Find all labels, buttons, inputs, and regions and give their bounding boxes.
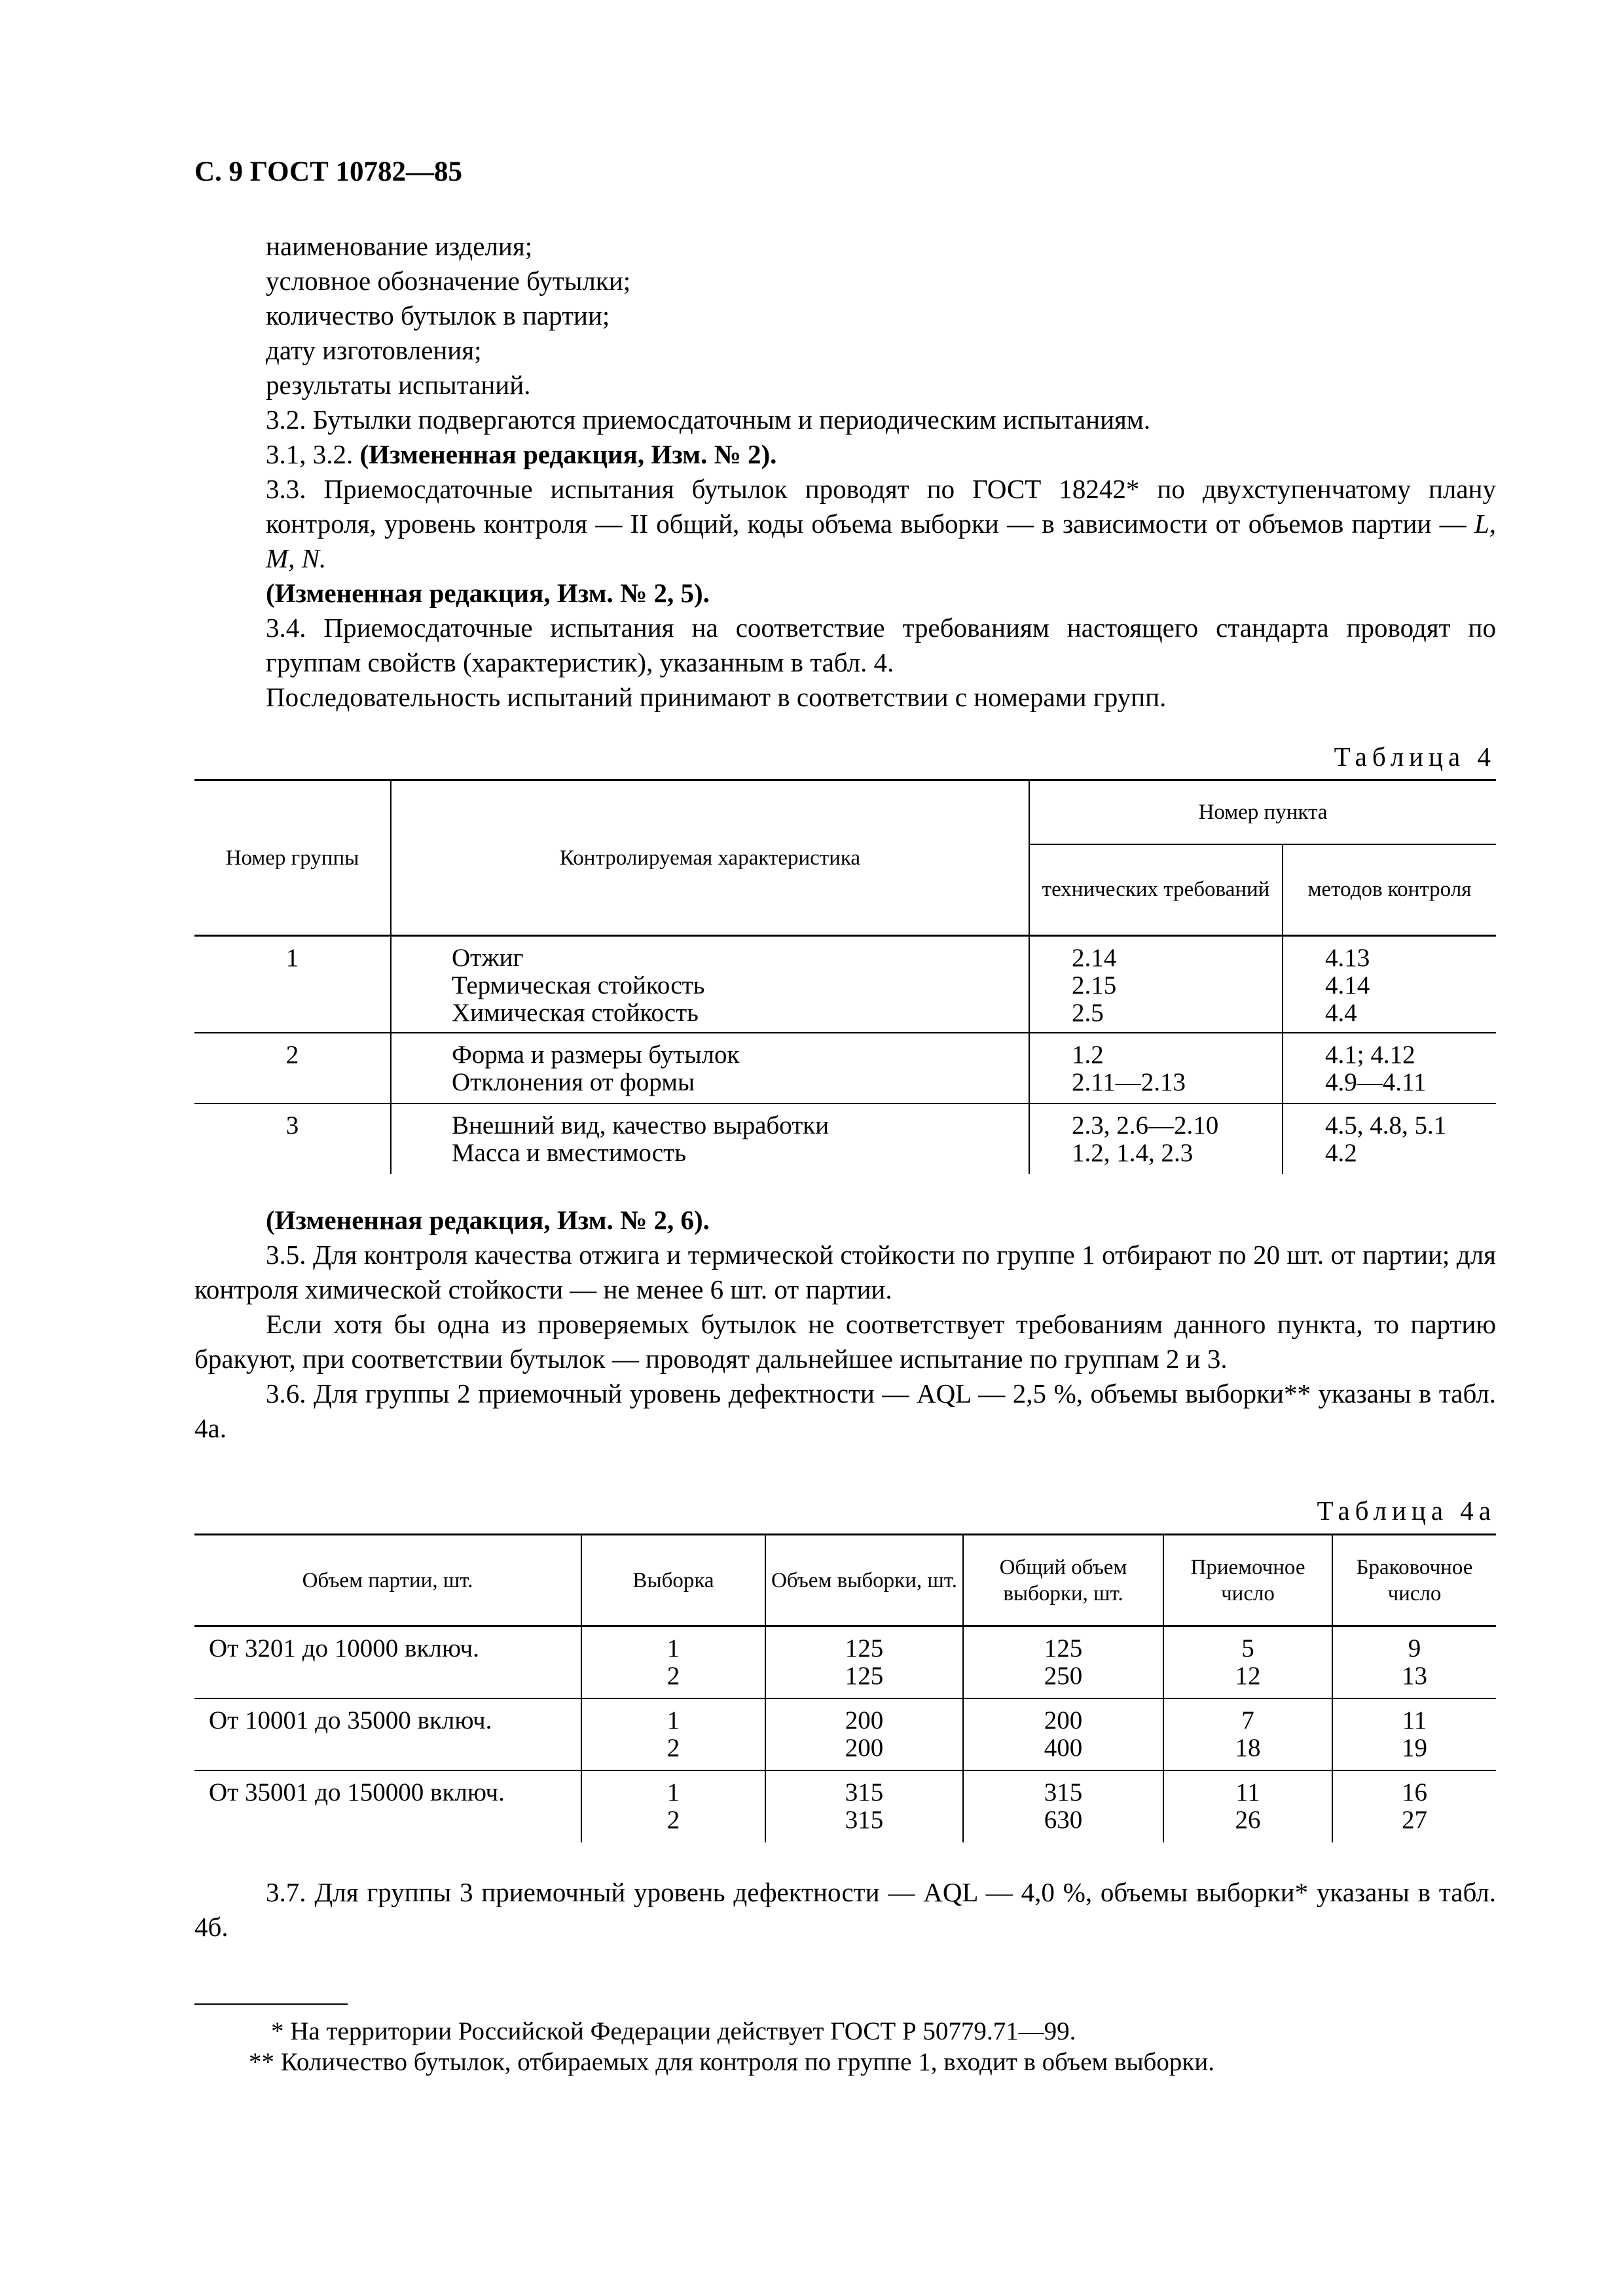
cell-reject: 16 27 [1332,1770,1496,1842]
cell-characteristic: Форма и размеры бутылок Отклонения от формы [391,1033,1029,1103]
cell-total: 125 250 [963,1626,1163,1698]
cell-tech: 2.14 2.15 2.5 [1029,936,1283,1033]
cell-group: 3 [285,1111,299,1139]
cell-group: 2 [194,1033,391,1103]
col-header-accept: Приемочное число [1163,1535,1332,1626]
cell-sample: 1 2 [581,1698,765,1770]
page-header: С. 9 ГОСТ 10782—85 [194,156,463,187]
paragraph-3-7: 3.7. Для группы 3 приемочный уровень дефектности — AQL — 4,0 %, объемы выборки* указаны в табл. 4б. [194,1877,1496,1942]
list-item: количество бутылок в партии; [266,300,610,331]
cell-size: 200 200 [765,1698,963,1770]
table-row [194,1626,1496,1698]
table-4 [194,779,1496,1174]
table-row [194,1103,1496,1174]
col-header-group: Номер группы [194,780,391,936]
cell-lot: От 35001 до 150000 включ. [209,1778,505,1806]
edit-note: (Измененная редакция, Изм. № 2, 6). [266,1205,710,1235]
footnote-divider [194,2003,348,2005]
table-4-caption: Таблица 4 [1334,742,1496,772]
cell-methods: 4.1; 4.12 4.9—4.11 [1283,1033,1496,1103]
cell-sample: 1 2 [581,1770,765,1842]
col-header-size: Объем выборки, шт. [765,1535,963,1626]
cell-tech: 2.3, 2.6—2.10 1.2, 1.4, 2.3 [1029,1103,1283,1174]
table-4a-caption: Таблица 4а [1317,1496,1496,1526]
text-block-1 [194,229,1496,715]
note-prefix: 3.1, 3.2. [266,439,360,469]
list-item: результаты испытаний. [266,370,531,400]
paragraph-3-2: 3.2. Бутылки подвергаются приемосдаточным и периодическим испытаниям. [266,404,1151,435]
edit-note: (Измененная редакция, Изм. № 2). [359,439,777,469]
paragraph-if: Если хотя бы одна из проверяемых бутылок не соответствует требованиям данного пункта, то партию бракуют, при соответствии бутылок — проводят дальнейшее испытание по группам 2 и 3. [194,1309,1496,1374]
col-header-clause: Номер пункта [1029,780,1496,844]
paragraph-3-3-text: 3.3. Приемосдаточные испытания бутылок проводят по ГОСТ 18242* по двухступенчатому плану контроля, уровень контроля — II общий, коды объема выборки — в зависимости от объемов партии — [266,474,1496,539]
cell-size: 315 315 [765,1770,963,1842]
cell-lot: От 10001 до 35000 включ. [194,1698,581,1770]
cell-methods: 4.5, 4.8, 5.1 4.2 [1283,1103,1496,1174]
cell-tech: 1.2 2.11—2.13 [1029,1033,1283,1103]
cell-accept: 5 12 [1163,1626,1332,1698]
paragraph-3-3 [194,472,1496,576]
col-header-total: Общий объем выборки, шт. [963,1535,1163,1626]
footnotes [249,2016,1214,2077]
table-row [194,936,1496,1033]
list-item: дату изготовления; [266,335,482,365]
cell-characteristic: Внешний вид, качество выработки Масса и вместимость [391,1103,1029,1174]
table-row [194,1698,1496,1770]
edit-note: (Измененная редакция, Изм. № 2, 5). [266,578,710,608]
cell-characteristic: Отжиг Термическая стойкость Химическая стойкость [391,936,1029,1033]
cell-reject: 9 13 [1332,1626,1496,1698]
col-header-reject: Браковочное число [1332,1535,1496,1626]
col-header-methods: методов контроля [1283,844,1496,936]
paragraph-3-3-codes: L, M, N. [266,509,1496,573]
cell-sample: 1 2 [581,1626,765,1698]
paragraph-3-4: 3.4. Приемосдаточные испытания на соответствие требованиям настоящего стандарта проводят по группам свойств (характеристик), указанным в табл. 4. [266,613,1496,677]
cell-reject: 11 19 [1332,1698,1496,1770]
cell-size: 125 125 [765,1626,963,1698]
footnote: * На территории Российской Федерации действует ГОСТ Р 50779.71—99. [271,2017,1076,2045]
footnote: ** Количество бутылок, отбираемых для контроля по группе 1, входит в объем выборки. [249,2048,1214,2076]
col-header-tech: технических требований [1029,844,1283,936]
cell-lot: От 3201 до 10000 включ. [194,1626,581,1698]
col-header-lot: Объем партии, шт. [194,1535,581,1626]
paragraph-3-5: 3.5. Для контроля качества отжига и термической стойкости по группе 1 отбирают по 20 шт. от партии; для контроля химической стойкости — не менее 6 шт. от партии. [194,1240,1496,1304]
cell-methods: 4.13 4.14 4.4 [1283,936,1496,1033]
list-item: наименование изделия; [266,231,533,261]
text-block-2 [194,1203,1496,1446]
paragraph-3-1-note [194,437,1496,472]
col-header-sample: Выборка [581,1535,765,1626]
cell-group: 1 [194,936,391,1033]
text-block-3 [194,1875,1496,1945]
table-row [194,1033,1496,1103]
paragraph-sequence: Последовательность испытаний принимают в соответствии с номерами групп. [266,682,1167,712]
list-item: условное обозначение бутылки; [266,266,631,296]
table-row [194,1770,1496,1842]
paragraph-3-6: 3.6. Для группы 2 приемочный уровень дефектности — AQL — 2,5 %, объемы выборки** указаны в табл. 4а. [194,1378,1496,1443]
cell-total: 200 400 [963,1698,1163,1770]
col-header-characteristic: Контролируемая характеристика [391,780,1029,936]
cell-accept: 7 18 [1163,1698,1332,1770]
cell-accept: 11 26 [1163,1770,1332,1842]
table-4a [194,1534,1496,1842]
cell-total: 315 630 [963,1770,1163,1842]
